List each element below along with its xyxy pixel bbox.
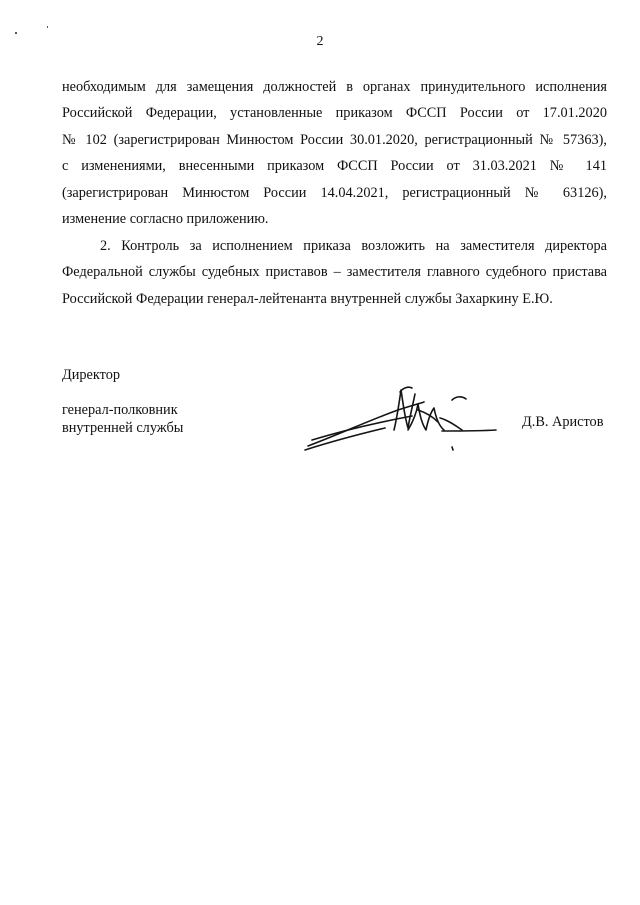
signatory-position: Директор [62,367,121,383]
text-line: Российской Федерации, установленные приказом ФССП России от 17.01.2020 [62,105,607,122]
paragraph-1 [62,74,607,232]
text-line: Федеральной службы судебных приставов – заместителя главного судебного пристава [62,264,607,281]
handwritten-signature [300,380,505,460]
page-number: 2 [316,34,324,49]
text-line: необходимым для замещения должностей в органах принудительного исполнения [62,79,607,95]
text-line: Российской Федерации генерал-лейтенанта внутренней службы Захаркину Е.Ю. [62,290,553,307]
scan-speck [47,26,48,28]
text-line: 2. Контроль за исполнением приказа возложить на заместителя директора [100,238,607,254]
text-line: с изменениями, внесенными приказом ФССП России от 31.03.2021 № 141 [62,158,607,175]
paragraph-2 [62,233,607,312]
signatory-rank [62,401,183,437]
signatory-name: Д.В. Аристов [522,414,604,430]
text-line: (зарегистрирован Минюстом России 14.04.2021, регистрационный № 63126), [62,184,607,201]
signatory-rank-line: внутренней службы [62,420,184,436]
text-line: № 102 (зарегистрирован Минюстом России 30.01.2020, регистрационный № 57363), [62,131,607,148]
signatory-rank-line: генерал-полковник [62,402,178,418]
text-line: изменение согласно приложению. [62,211,269,228]
